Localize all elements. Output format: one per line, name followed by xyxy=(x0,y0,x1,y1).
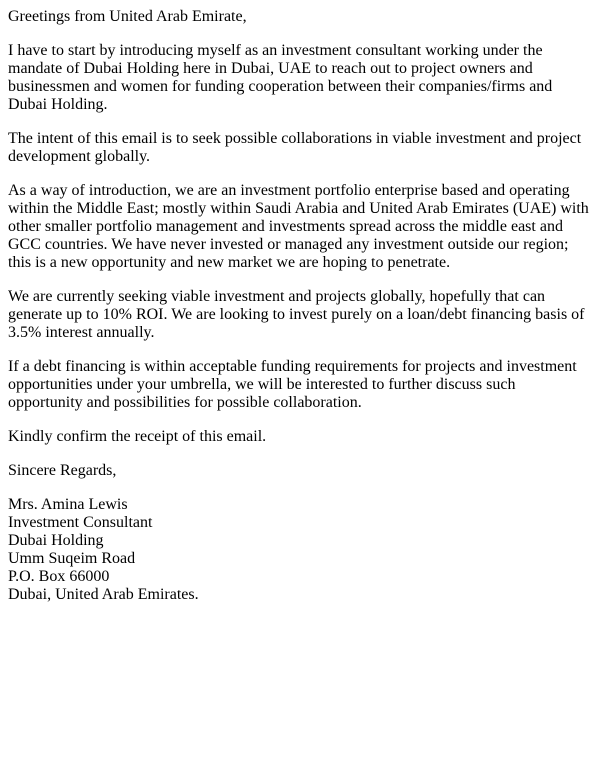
confirm-receipt-line: Kindly confirm the receipt of this email. xyxy=(8,428,267,445)
signature-block xyxy=(8,496,592,604)
signature-street: Umm Suqeim Road xyxy=(8,550,136,567)
intent-paragraph: The intent of this email is to seek possible collaborations in viable investment and project development globally. xyxy=(8,130,582,165)
signature-pobox: P.O. Box 66000 xyxy=(8,568,110,585)
signature-title: Investment Consultant xyxy=(8,514,153,531)
intro-paragraph: I have to start by introducing myself as an investment consultant working under the mandate of Dubai Holding here in Dubai, UAE to reach out to project owners and businessmen and women for funding cooperation between their companies/firms and Dubai Holding. xyxy=(8,42,553,113)
investment-terms-paragraph: We are currently seeking viable investment and projects globally, hopefully that can generate up to 10% ROI. We are looking to invest purely on a loan/debt financing basis of 3.5% interest annually. xyxy=(8,288,585,341)
company-description-paragraph: As a way of introduction, we are an investment portfolio enterprise based and operating within the Middle East; mostly within Saudi Arabia and United Arab Emirates (UAE) with other smaller portfolio management and investments spread across the middle east and GCC countries. We have never invested or managed any investment outside our region; this is a new opportunity and new market we are hoping to penetrate. xyxy=(8,182,589,271)
closing-line: Sincere Regards, xyxy=(8,462,117,479)
greeting-line: Greetings from United Arab Emirate, xyxy=(8,8,247,25)
signature-name: Mrs. Amina Lewis xyxy=(8,496,128,513)
proposal-paragraph: If a debt financing is within acceptable funding requirements for projects and investment opportunities under your umbrella, we will be interested to further discuss such opportunity and possibilities for possible collaboration. xyxy=(8,358,577,411)
signature-company: Dubai Holding xyxy=(8,532,104,549)
signature-city: Dubai, United Arab Emirates. xyxy=(8,586,199,603)
